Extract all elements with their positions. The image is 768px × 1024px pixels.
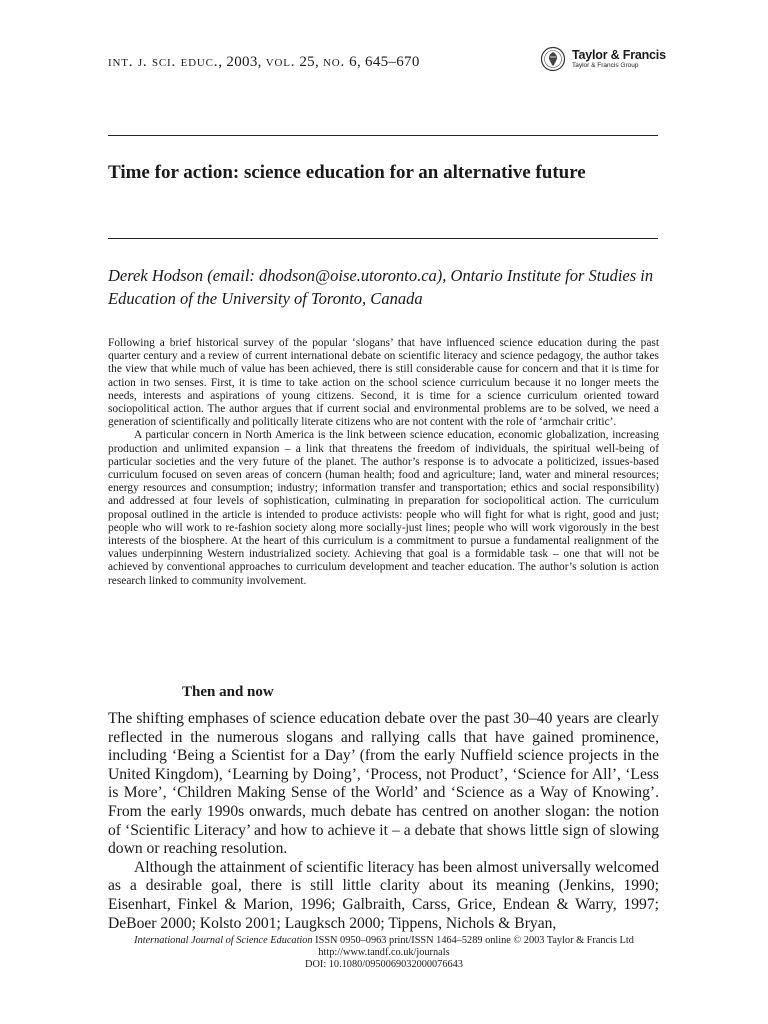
volume-label: vol. — [265, 54, 296, 70]
footer-issn: ISSN 0950–0963 print/ISSN 1464–5289 online © 2003 Taylor & Francis Ltd — [312, 935, 634, 946]
footer-journal-name: International Journal of Science Education — [134, 935, 313, 946]
body-paragraph: Although the attainment of scientific literacy has been almost universally welcomed as a desirable goal, there is still little clarity about its meaning (Jenkins, 1990; Eisenhart, Finkel & Marion, 1996; Galbraith, Carss, Grice, Endean & Warry, 1997; DeBoer 2000; Kolsto 2001; Laugksch 2000; Tippens, Nichols & Bryan, — [108, 858, 659, 932]
abstract-paragraph: Following a brief historical survey of the popular ‘slogans’ that have influenced science education during the past quarter century and a review of current international debate on scientific literacy and science pedagogy, the author takes the view that while much of value has been achieved, there is still considerable cause for concern and that it is time for action in two senses. First, it is time to take action on the school science curriculum because it no longer meets the needs, interests and aspirations of young citizens. Second, it is time for a science curriculum oriented toward sociopolitical action. The author argues that if current social and environmental problems are to be solved, we need a generation of scientifically and politically literate citizens who are not content with the role of ‘armchair critic’. — [108, 337, 659, 429]
page-footer — [108, 935, 660, 970]
issue-label: no. — [323, 54, 346, 70]
abstract — [108, 337, 659, 588]
author-affiliation: Derek Hodson (email: dhodson@oise.utoronto.ca), Ontario Institute for Studies in Education of the University of Toronto, Canada — [108, 266, 654, 308]
section-heading: Then and now — [182, 684, 274, 700]
issue-pages: 6, 645–670 — [345, 54, 420, 70]
journal-abbrev: int. j. sci. educ. — [108, 54, 219, 70]
publisher-group: Taylor & Francis Group — [572, 62, 639, 69]
publisher-logo — [540, 44, 670, 74]
article-title: Time for action: science education for an alternative future — [108, 162, 586, 183]
volume-number: 25, — [295, 54, 324, 70]
citation-year: , 2003, — [218, 54, 266, 70]
publisher-emblem-icon — [540, 46, 566, 72]
footer-url[interactable]: http://www.tandf.co.uk/journals — [318, 946, 450, 958]
journal-citation — [108, 54, 420, 71]
footer-doi: DOI: 10.1080/0950069032000076643 — [305, 958, 463, 970]
title-rule-top — [108, 135, 658, 136]
abstract-paragraph: A particular concern in North America is the link between science education, economic globalization, increasing production and unlimited expansion – a link that threatens the freedom of individuals, the spiritual well-being of particular societies and the very future of the planet. The author’s response is to advocate a politicized, issues-based curriculum focused on seven areas of concern (human health; food and agriculture; land, water and mineral resources; energy resources and consumption; industry; information transfer and transportation; ethics and social responsibility) and addressed at four levels of sophistication, culminating in preparation for sociopolitical action. The curriculum proposal outlined in the article is intended to produce activists: people who will fight for what is right, good and just; people who will work to re-fashion society along more socially-just lines; people who will work vigorously in the best interests of the biosphere. At the heart of this curriculum is a commitment to pursue a fundamental realignment of the values underpinning Western industrialized society. Achieving that goal is a formidable task – one that will not be achieved by conventional approaches to curriculum development and teacher education. The author’s solution is action research linked to community involvement. — [108, 429, 659, 587]
publisher-name: Taylor & Francis — [572, 47, 666, 62]
footer-issn-line — [108, 935, 660, 947]
title-rule-bottom — [108, 238, 658, 239]
section-body — [108, 710, 659, 933]
body-paragraph: The shifting emphases of science education debate over the past 30–40 years are clearly reflected in the numerous slogans and rallying calls that have gained prominence, including ‘Being a Scientist for a Day’ (from the early Nuffield science projects in the United Kingdom), ‘Learning by Doing’, ‘Process, not Product’, ‘Science for All’, ‘Less is More’, ‘Children Making Sense of the World’ and ‘Science as a Way of Knowing’. From the early 1990s onwards, much debate has centred on another slogan: the notion of ‘Scientific Literacy’ and how to achieve it – a debate that shows little sign of slowing down or reaching resolution. — [108, 710, 659, 858]
